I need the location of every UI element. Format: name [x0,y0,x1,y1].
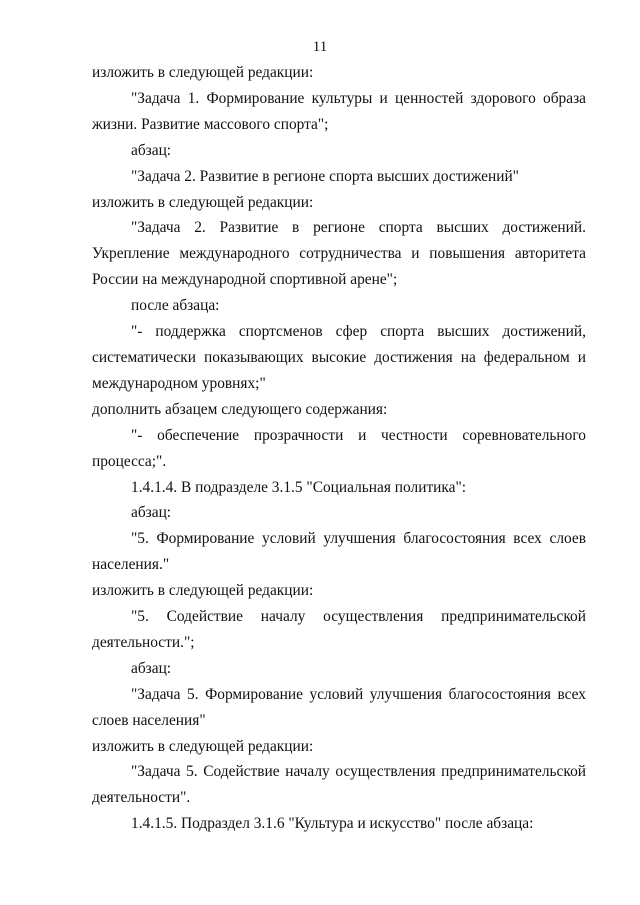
paragraph-3: абзац: [131,141,172,159]
paragraph-9: дополнить абзацем следующего содержания: [92,400,388,418]
paragraph-14: изложить в следующей редакции: [92,582,314,600]
paragraph-10: "- обеспечение прозрачности и честности соревновательного процесса;". [92,426,586,470]
paragraph-17: "Задача 5. Формирование условий улучшения благосостояния всех слоев населения" [92,685,586,729]
paragraph-16: абзац: [131,659,172,677]
paragraph-1: изложить в следующей редакции: [92,64,314,81]
paragraph-15: "5. Содействие началу осуществления предпринимательской деятельности."; [92,608,586,651]
paragraph-4: "Задача 2. Развитие в регионе спорта высших достижений" [131,167,519,185]
paragraph-20: 1.4.1.5. Подраздел 3.1.6 "Культура и искусство" после абзаца: [131,815,534,833]
paragraph-6: "Задача 2. Развитие в регионе спорта высших достижений. Укрепление международного сотрудничества и повышения авторитета России на международной спортивной арене"; [92,219,586,289]
paragraph-11: 1.4.1.4. В подразделе 3.1.5 "Социальная политика": [131,478,467,496]
paragraph-19: "Задача 5. Содействие началу осуществления предпринимательской деятельности". [92,763,586,807]
paragraph-12: абзац: [131,504,172,522]
document-body [92,60,586,837]
paragraph-2: "Задача 1. Формирование культуры и ценностей здорового образа жизни. Развитие массового спорта"; [92,89,586,133]
paragraph-18: изложить в следующей редакции: [92,737,314,755]
paragraph-8: "- поддержка спортсменов сфер спорта высших достижений, систематически показывающих высокие достижения на федеральном и международном уровнях;" [92,323,586,392]
paragraph-7: после абзаца: [131,297,220,315]
paragraph-13: "5. Формирование условий улучшения благосостояния всех слоев населения." [92,530,586,574]
paragraph-5: изложить в следующей редакции: [92,193,314,211]
page-number: 11 [312,39,328,55]
